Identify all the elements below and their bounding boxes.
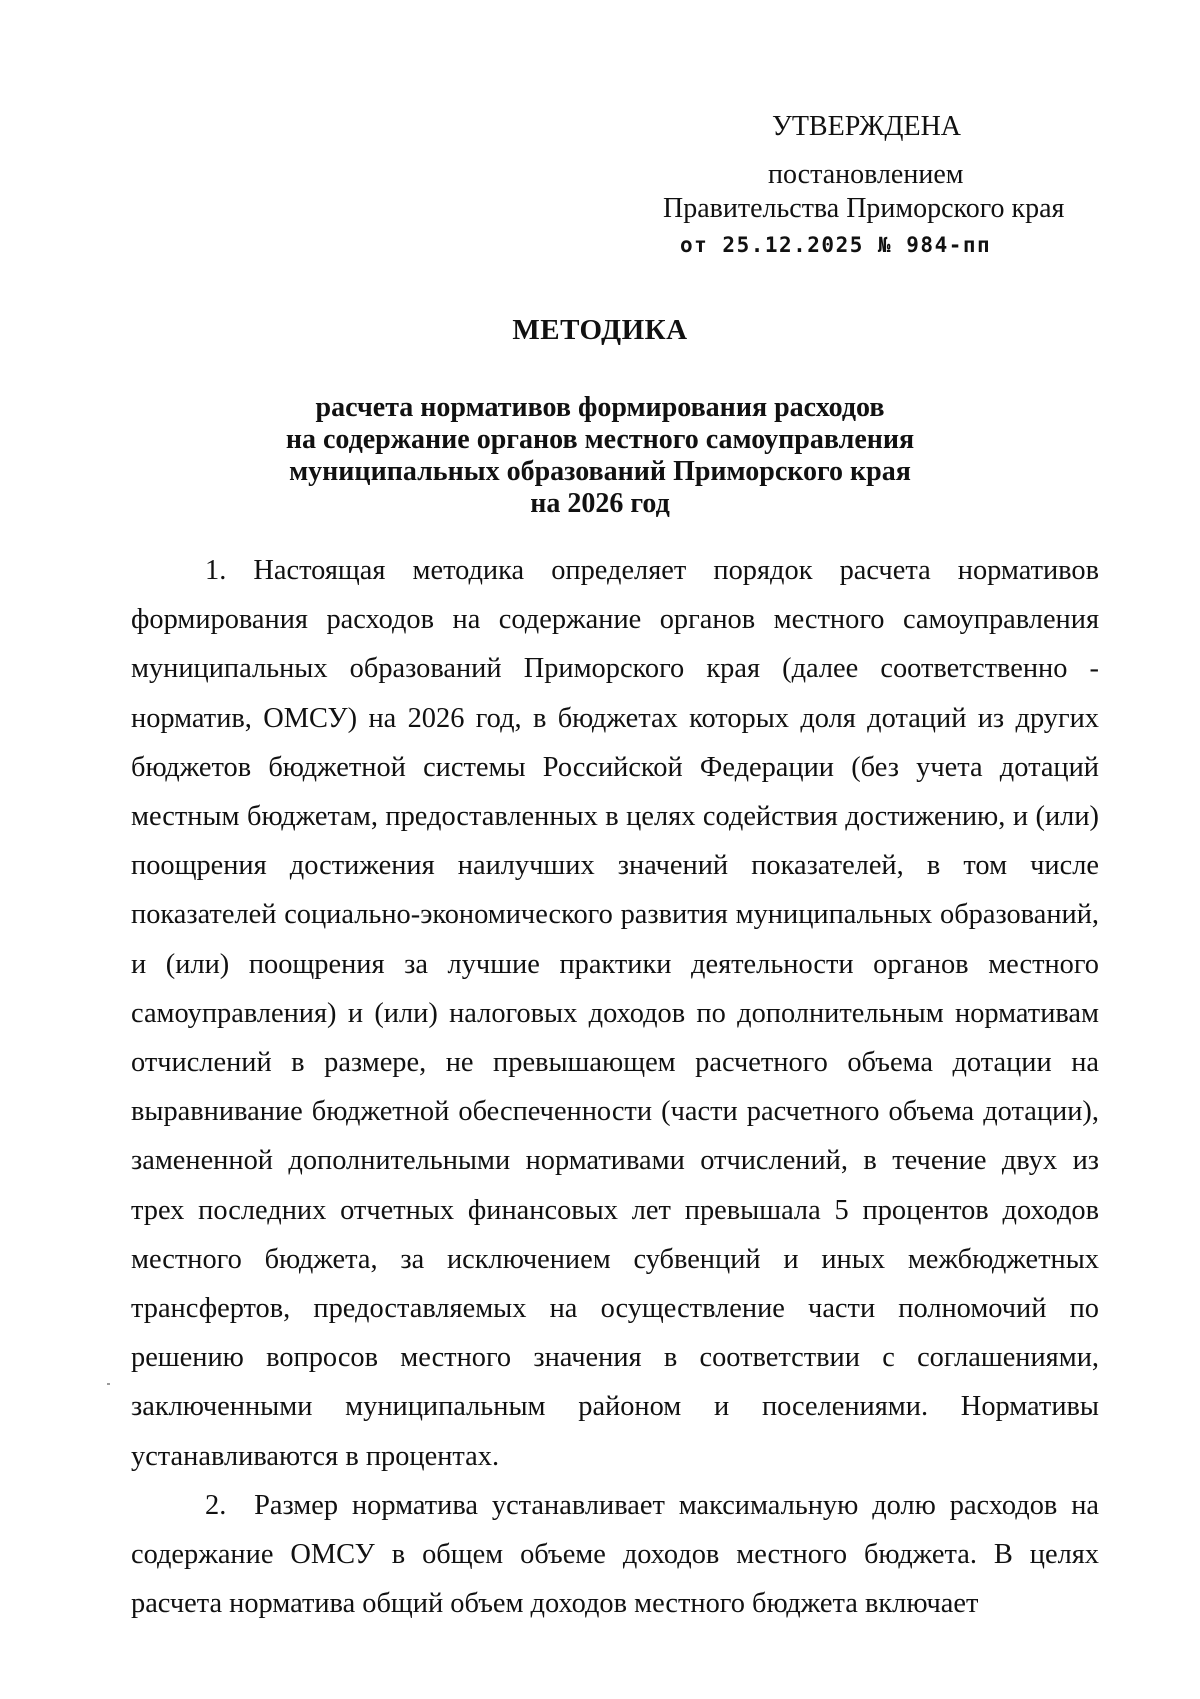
subtitle-line: на содержание органов местного самоуправления: [285, 424, 915, 455]
resolution-label: постановлением: [768, 159, 964, 190]
title-block: [0, 310, 1200, 520]
paragraph-number: 1.: [205, 555, 227, 586]
resolution-date-number: от 25.12.2025 № 984-пп: [680, 233, 992, 257]
paragraph-2: [131, 1481, 1099, 1629]
paragraph-text: Настоящая методика определяет порядок расчета нормативов формирования расходов на содержание органов местного самоуправления муниципальных образований Приморского края (далее соответственно - норматив, ОМСУ) на 2026 год, в бюджетах которых доля дотаций из других бюджетов бюджетной системы Российской Федерации (без учета дотаций местным бюджетам, предоставленных в целях содействия достижению, и (или) поощрения достижения наилучших значений показателей, в том числе показателей социально-экономического развития муниципальных образований, и (или) поощрения за лучшие практики деятельности органов местного самоуправления) и (или) налоговых доходов по дополнительным нормативам отчислений в размере, не превышающем расчетного объема дотации на выравнивание бюджетной обеспеченности (части расчетного объема дотации), замененной дополнительными нормативами отчислений, в течение двух из трех последних отчетных финансовых лет превышала 5 процентов доходов местного бюджета, за исключением субвенций и иных межбюджетных трансфертов, предоставляемых на осуществление части полномочий по решению вопросов местного значения в соответствии с соглашениями, заключенными муниципальным районом и поселениями. Нормативы устанавливаются в процентах.: [131, 555, 1099, 1472]
document-title: МЕТОДИКА: [512, 314, 688, 346]
document-body: [131, 546, 1099, 1628]
approved-label: УТВЕРЖДЕНА: [772, 111, 962, 142]
paragraph-1: [131, 546, 1099, 1481]
paragraph-number: 2.: [205, 1489, 227, 1521]
document-subtitle: [0, 392, 1200, 520]
paragraph-text: Размер норматива устанавливает максимальную долю расходов на содержание ОМСУ в общем объеме доходов местного бюджета. В целях расчета норматива общий объем доходов местного бюджета включает: [131, 1489, 1100, 1620]
subtitle-line: расчета нормативов формирования расходов: [315, 392, 885, 423]
government-label: Правительства Приморского края: [663, 193, 1065, 224]
scan-speck: [107, 1383, 110, 1385]
approval-stamp: [0, 0, 1200, 260]
subtitle-line: муниципальных образований Приморского края: [289, 456, 911, 487]
subtitle-line: на 2026 год: [530, 488, 670, 519]
